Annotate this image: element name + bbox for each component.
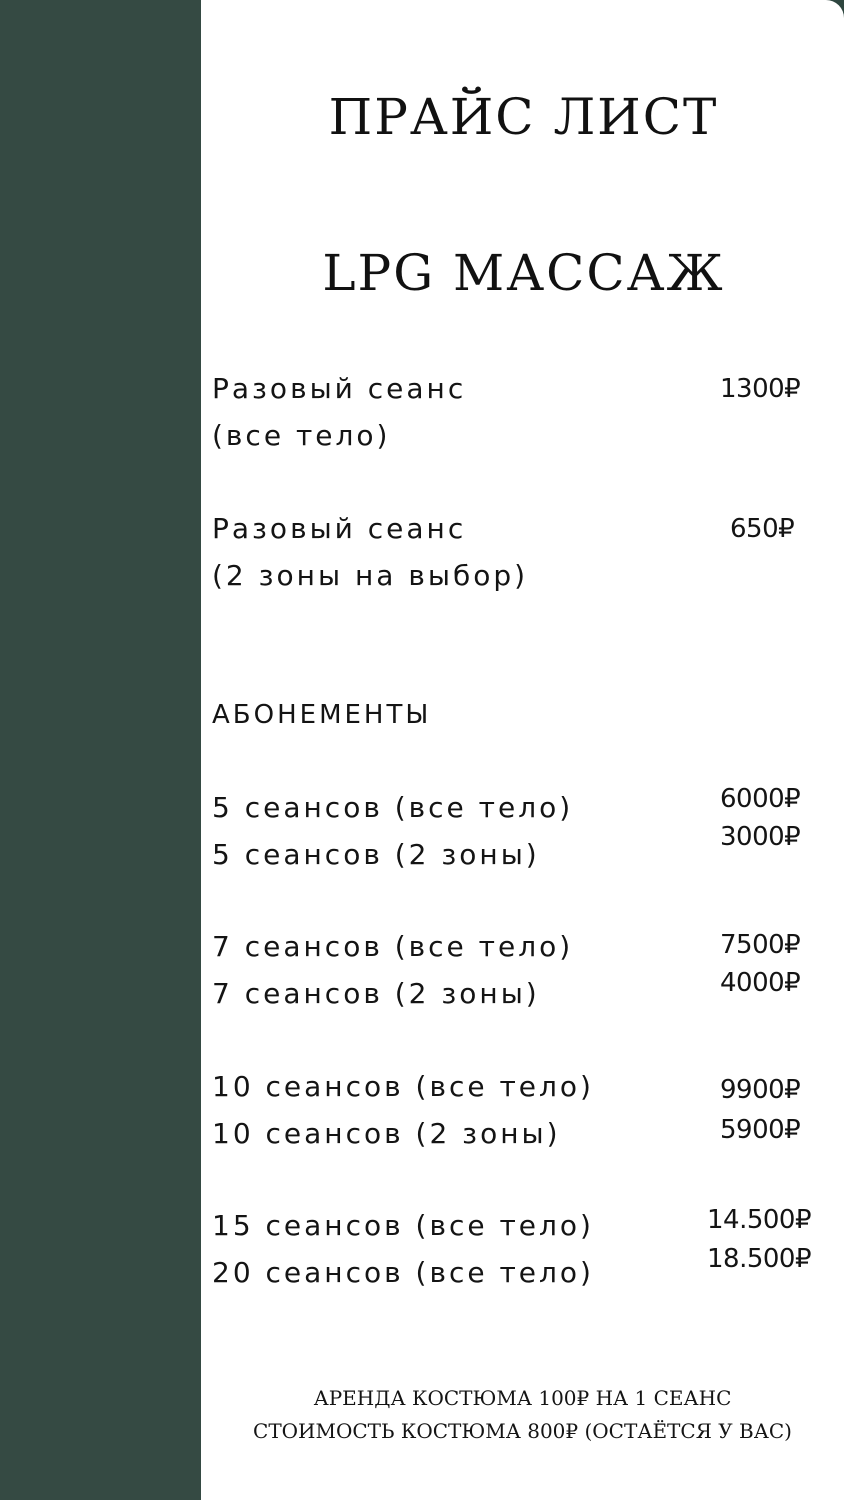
- page-title: ПРАЙС ЛИСТ: [328, 88, 719, 146]
- subscription-label: 5 сеансов (все тело): [212, 791, 574, 824]
- subscription-price: 14.500₽: [707, 1205, 812, 1235]
- subscription-label: 15 сеансов (все тело): [212, 1209, 594, 1242]
- subscription-label: 10 сеансов (все тело): [212, 1070, 594, 1103]
- subscription-label: 7 сеансов (все тело): [212, 930, 574, 963]
- single-session-1-line1: Разовый сеанс: [212, 372, 467, 405]
- subscription-price: 9900₽: [720, 1075, 801, 1105]
- subscription-label: 20 сеансов (все тело): [212, 1256, 594, 1289]
- page-subtitle: LPG МАССАЖ: [322, 244, 725, 302]
- subscription-label: 5 сеансов (2 зоны): [212, 838, 540, 871]
- footer-line-1: АРЕНДА КОСТЮМА 100₽ НА 1 СЕАНС: [313, 1386, 732, 1410]
- subscription-price: 7500₽: [720, 930, 801, 960]
- subscription-label: 10 сеансов (2 зоны): [212, 1117, 561, 1150]
- subscription-price: 4000₽: [720, 968, 801, 998]
- subscription-price: 6000₽: [720, 784, 801, 814]
- subscription-price: 3000₽: [720, 822, 801, 852]
- subscription-label: 7 сеансов (2 зоны): [212, 977, 540, 1010]
- price-sheet: [201, 0, 844, 1500]
- single-session-1-line2: (все тело): [212, 419, 391, 452]
- single-session-2-line2: (2 зоны на выбор): [212, 559, 529, 592]
- single-session-2-price: 650₽: [730, 514, 795, 544]
- subscriptions-heading: АБОНЕМЕНТЫ: [212, 700, 432, 730]
- footer-line-2: СТОИМОСТЬ КОСТЮМА 800₽ (ОСТАЁТСЯ У ВАС): [253, 1419, 792, 1443]
- subscription-price: 5900₽: [720, 1115, 801, 1145]
- single-session-2-line1: Разовый сеанс: [212, 512, 467, 545]
- side-panel: [0, 0, 201, 1500]
- subscription-price: 18.500₽: [707, 1244, 812, 1274]
- single-session-1-price: 1300₽: [720, 374, 801, 404]
